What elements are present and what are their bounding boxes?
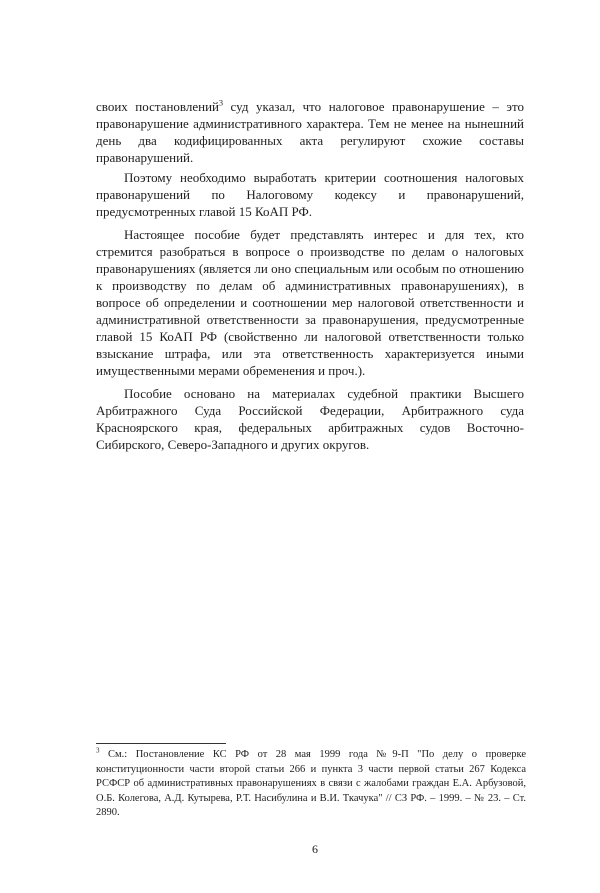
footnote	[96, 748, 526, 821]
paragraph-1-start: своих постановлений	[96, 99, 220, 114]
footnote-reference: 3	[219, 98, 224, 108]
footnote-text: См.: Постановление КС РФ от 28 мая 1999 года №9-П "По делу о проверке конституционности части второй статьи 266 и пункта 3 части первой статьи 267 Кодекса РСФСР об административных правонарушениях в связи с жалобами граждан Е.А. Арбузовой, О.Б. Колегова, А.Д. Кутырева, Р.Т. Насибулина и В.И. Ткачука" // СЗ РФ. – 1999. – № 23. – Ст. 2890.	[96, 749, 526, 818]
footnote-separator	[96, 743, 226, 744]
page-number: 6	[312, 842, 318, 856]
paragraph-1-rest: суд указал, что налоговое правонарушение – это правонарушение административного характера. Тем не менее на нынешний день два кодифицированных акта регулируют схожие составы правонарушений.	[96, 99, 524, 165]
paragraph-2: Поэтому необходимо выработать критерии соотношения налоговых правонарушений по Налоговому кодексу и правонарушений, предусмотренных главой 15 КоАП РФ.	[96, 170, 524, 219]
paragraph-3: Настоящее пособие будет представлять интерес и для тех, кто стремится разобраться в вопросе о производстве по делам о налоговых правонарушениях (является ли оно специальным или особым по отношению к производству по делам об административных правонарушениях), в вопросе об определении и соотношении мер налоговой ответственности и административной ответственности за правонарушения, предусмотренные главой 15 КоАП РФ (свойственно ли налоговой ответственности только взыскание штрафа, или эта ответственность характеризуется иными имущественными мерами обременения и проч.).	[96, 227, 524, 378]
footnote-number: 3	[96, 746, 100, 755]
paragraph-1	[96, 98, 524, 166]
main-text	[96, 98, 524, 453]
paragraph-4: Пособие основано на материалах судебной практики Высшего Арбитражного Суда Российской Федерации, Арбитражного суда Красноярского края, федеральных арбитражных судов Восточно-Сибирского, Северо-Западного и других округов.	[96, 386, 524, 452]
